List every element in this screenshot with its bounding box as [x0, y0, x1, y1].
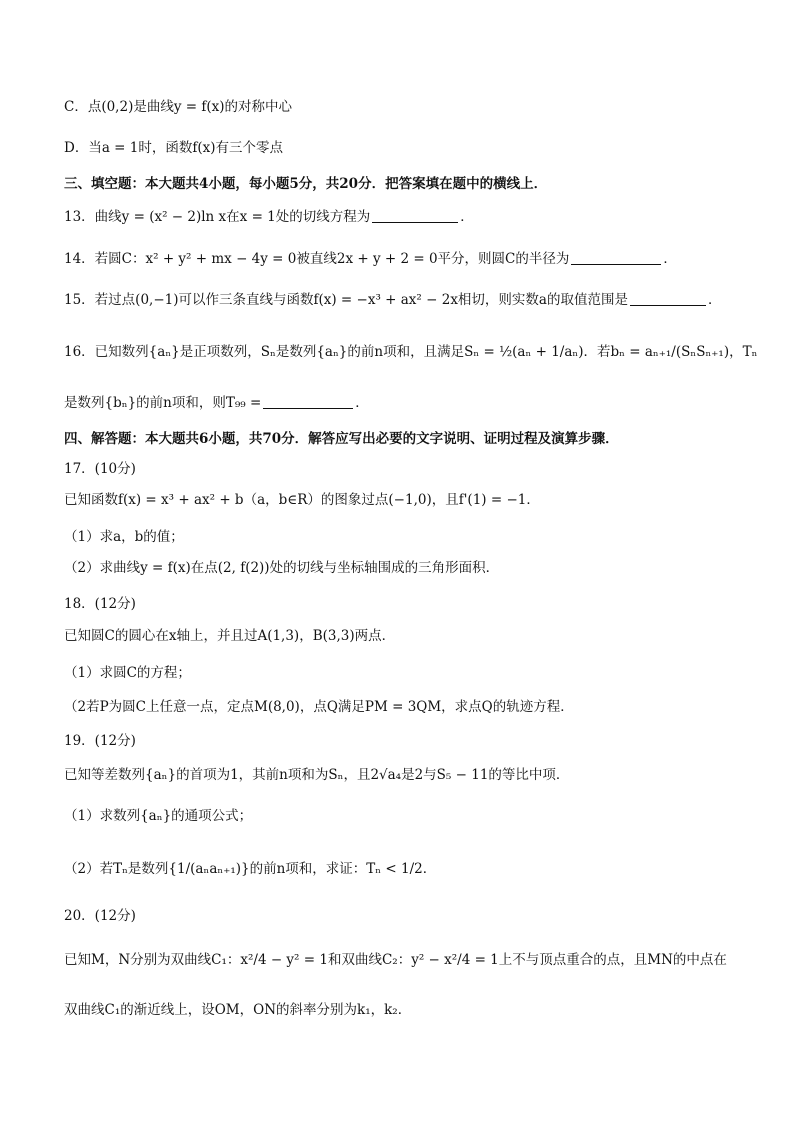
question-19-header: 19．(12分): [64, 733, 136, 749]
answer-blank: [630, 291, 706, 306]
question-17-header: 17．(10分): [64, 461, 136, 477]
option-c: C．点(0,2)是曲线y = f(x)的对称中心: [64, 99, 292, 115]
question-19-part-2: （2）若Tₙ是数列{1/(aₙaₙ₊₁)}的前n项和，求证：Tₙ < 1/2．: [64, 861, 437, 877]
question-20-line-1: 已知M，N分别为双曲线C₁：x²/4 − y² = 1和双曲线C₂：y² − x²/4 = 1上不与顶点重合的点，且MN的中点在: [64, 952, 727, 968]
answer-blank: [571, 250, 661, 265]
question-15: 15．若过点(0,−1)可以作三条直线与函数f(x) = −x³ + ax² − 2x相切，则实数a的取值范围是 ．: [64, 292, 722, 308]
question-18-header: 18．(12分): [64, 596, 136, 612]
answer-blank: [263, 394, 353, 409]
question-17-part-2: （2）求曲线y = f(x)在点(2, f(2))处的切线与坐标轴围成的三角形面积．: [64, 560, 500, 576]
question-17-stem: 已知函数f(x) = x³ + ax² + b（a，b∈R）的图象过点(−1,0)，且f'(1) = −1．: [64, 492, 540, 508]
question-19-stem: 已知等差数列{aₙ}的首项为1，其前n项和为Sₙ，且2√a₄是2与S₅ − 11的等比中项．: [64, 767, 570, 783]
answer-blank: [372, 208, 458, 223]
option-d: D．当a = 1时，函数f(x)有三个零点: [64, 140, 283, 156]
question-18-part-2: （2若P为圆C上任意一点，定点M(8,0)，点Q满足PM = 3QM，求点Q的轨迹方程．: [64, 699, 574, 715]
question-14: 14．若圆C：x² + y² + mx − 4y = 0被直线2x + y + 2 = 0平分，则圆C的半径为 ．: [64, 251, 677, 267]
question-16-line-1: 16．已知数列{aₙ}是正项数列，Sₙ是数列{aₙ}的前n项和，且满足Sₙ = ½(aₙ + 1/aₙ)．若bₙ = aₙ₊₁/(SₙSₙ₊₁)，Tₙ: [64, 344, 758, 360]
section-4-heading: 四、解答题：本大题共6小题，共70分．解答应写出必要的文字说明、证明过程及演算步骤．: [64, 431, 619, 447]
section-3-heading: 三、填空题：本大题共4小题，每小题5分，共20分．把答案填在题中的横线上．: [64, 176, 548, 192]
question-19-part-1: （1）求数列{aₙ}的通项公式；: [64, 808, 253, 824]
question-18-stem: 已知圆C的圆心在x轴上，并且过A(1,3)，B(3,3)两点．: [64, 628, 396, 644]
question-18-part-1: （1）求圆C的方程；: [64, 665, 191, 681]
question-13: 13．曲线y = (x² − 2)ln x在x = 1处的切线方程为 ．: [64, 209, 474, 225]
question-17-part-1: （1）求a，b的值；: [64, 529, 184, 545]
question-20-line-2: 双曲线C₁的渐近线上，设OM，ON的斜率分别为k₁，k₂．: [64, 1002, 412, 1018]
question-16-line-2: 是数列{bₙ}的前n项和，则T₉₉ = ．: [64, 395, 369, 411]
question-20-header: 20．(12分): [64, 908, 136, 924]
